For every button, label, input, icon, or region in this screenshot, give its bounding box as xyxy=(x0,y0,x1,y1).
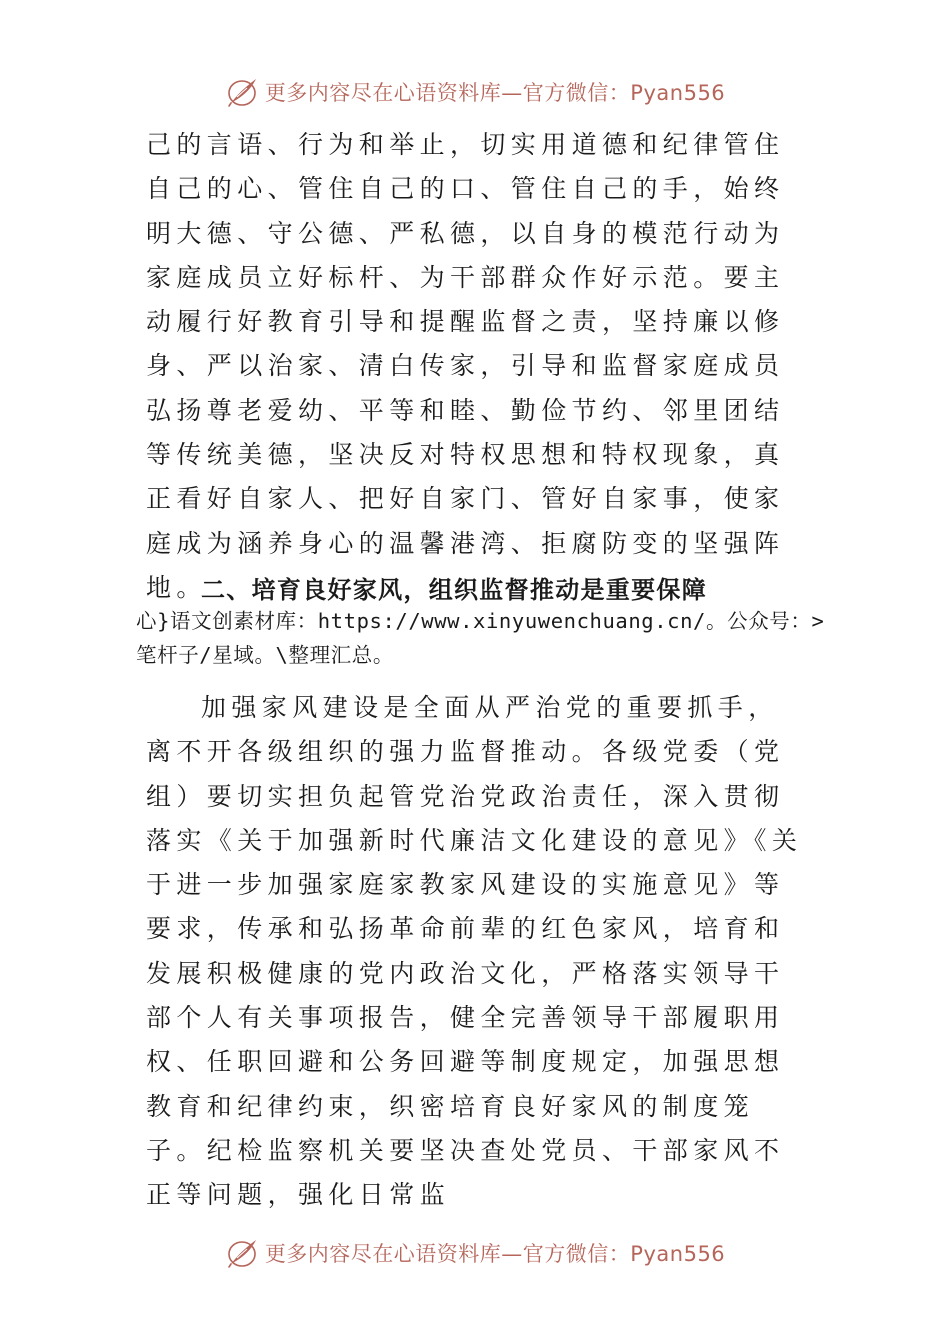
source-note: 心}语文创素材库：https://www.xinyuwenchuang.cn/。公众号：>笔杆子/星域。\整理汇总。 xyxy=(136,609,825,667)
section-heading: 二、培育良好家风，组织监督推动是重要保障 xyxy=(201,576,707,604)
header-watermark xyxy=(0,72,950,112)
watermark-text: 更多内容尽在心语资料库—官方微信：Pyan556 xyxy=(264,81,726,105)
feather-pen-logo-icon xyxy=(225,1236,259,1270)
feather-pen-logo-icon xyxy=(225,75,259,109)
footer-watermark xyxy=(0,1233,950,1273)
watermark-text: 更多内容尽在心语资料库—官方微信：Pyan556 xyxy=(264,1242,726,1266)
paragraph-continued: 己的言语、行为和举止，切实用道德和纪律管住自己的心、管住自己的口、管住自己的手，始终明大德、守公德、严私德，以自身的模范行动为家庭成员立好标杆、为干部群众作好示范。要主动履行好教育引导和提醒监督之责，坚持廉以修身、严以治家、清白传家，引导和监督家庭成员弘扬尊老爱幼、平等和睦、勤俭节约、邻里团结等传统美德，坚决反对特权思想和特权现象，真正看好自家人、把好自家门、管好自家事，使家庭成为涵养身心的温馨港湾、拒腐防变的坚强阵地。 xyxy=(146,130,785,602)
paragraph-body: 加强家风建设是全面从严治党的重要抓手，离不开各级组织的强力监督推动。各级党委（党组）要切实担负起管党治党政治责任，深入贯彻落实《关于加强新时代廉洁文化建设的意见》《关于进一步加强家庭家教家风建设的实施意见》等要求，传承和弘扬革命前辈的红色家风，培育和发展积极健康的党内政治文化，严格落实领导干部个人有关事项报告，健全完善领导干部履职用权、任职回避和公务回避等制度规定，加强思想教育和纪律约束，织密培育良好家风的制度笼子。纪检监察机关要坚决查处党员、干部家风不正等问题，强化日常监 xyxy=(146,693,803,1210)
